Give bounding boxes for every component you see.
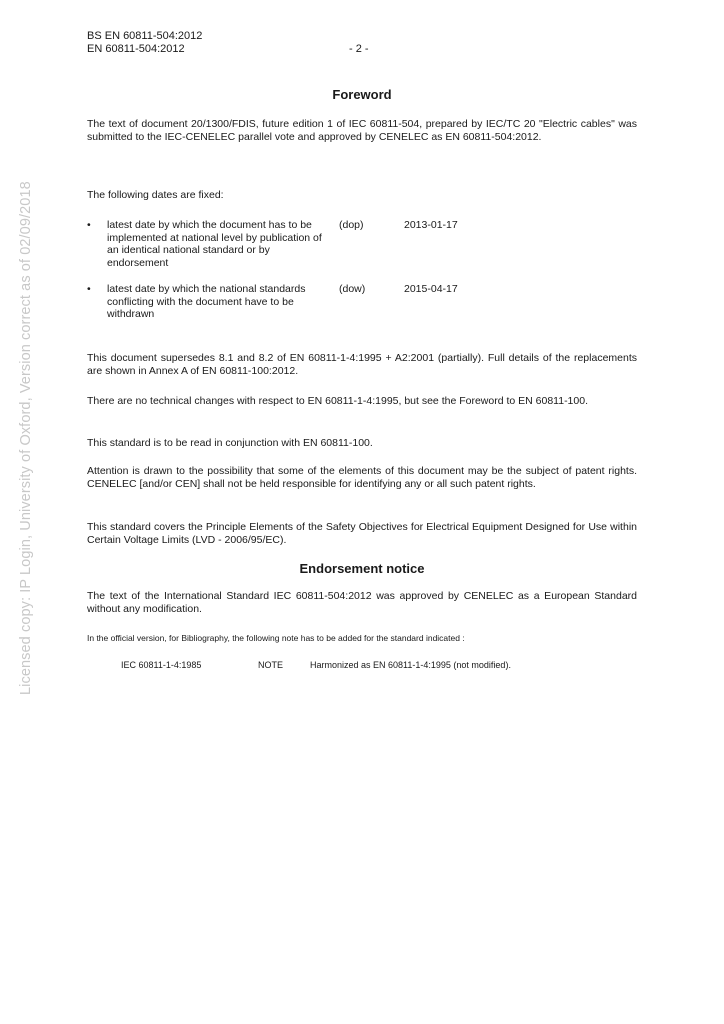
page-number: - 2 - — [349, 43, 369, 55]
note-text: Harmonized as EN 60811-1-4:1995 (not modified). — [310, 660, 511, 670]
bullet-icon: • — [87, 219, 91, 231]
foreword-paragraph-1: The text of document 20/1300/FDIS, future edition 1 of IEC 60811-504, prepared by IEC/TC 20 "Electric cables" was submitted to the IEC-CENELEC parallel vote and approved by CENELEC as EN 60811-504:2012. — [87, 118, 637, 143]
date-value: 2013-01-17 — [404, 219, 458, 231]
date-description: latest date by which the national standards conflicting with the document have to be withdrawn — [107, 283, 306, 320]
license-watermark: Licensed copy: IP Login, University of Oxford, Version correct as of 02/09/2018 — [18, 181, 34, 695]
foreword-paragraph-2: This document supersedes 8.1 and 8.2 of EN 60811-1-4:1995 + A2:2001 (partially). Full details of the replacements are shown in Annex A of EN 60811-100:2012. — [87, 352, 637, 377]
foreword-paragraph-5: Attention is drawn to the possibility that some of the elements of this document may be the subject of patent rights. CENELEC [and/or CEN] shall not be held responsible for identifying any or all such patent rights. — [87, 465, 637, 490]
date-description: latest date by which the document has to be implemented at national level by publication of an identical national standard or by endorsement — [107, 219, 322, 269]
foreword-heading: Foreword — [332, 87, 392, 102]
document-header — [87, 30, 202, 56]
note-label: NOTE — [258, 660, 284, 670]
foreword-paragraph-6: This standard covers the Principle Elements of the Safety Objectives for Electrical Equipment Designed for Use within Certain Voltage Limits (LVD - 2006/95/EC). — [87, 521, 637, 546]
date-abbreviation: (dop) — [339, 219, 364, 231]
foreword-paragraph-3: There are no technical changes with respect to EN 60811-1-4:1995, but see the Foreword to EN 60811-100. — [87, 395, 588, 407]
date-abbreviation: (dow) — [339, 283, 366, 295]
endorsement-paragraph: The text of the International Standard IEC 60811-504:2012 was approved by CENELEC as a European Standard without any modification. — [87, 590, 637, 615]
foreword-paragraph-4: This standard is to be read in conjunction with EN 60811-100. — [87, 437, 373, 449]
header-bs-reference: BS EN 60811-504:2012 — [87, 30, 203, 42]
endorsement-heading: Endorsement notice — [299, 561, 425, 576]
bullet-icon: • — [87, 283, 91, 295]
bibliography-instruction: In the official version, for Bibliography, the following note has to be added for the standard indicated : — [87, 633, 465, 643]
header-en-reference: EN 60811-504:2012 — [87, 43, 185, 55]
dates-intro: The following dates are fixed: — [87, 189, 224, 201]
note-standard-reference: IEC 60811-1-4:1985 — [121, 660, 202, 670]
date-value: 2015-04-17 — [404, 283, 458, 295]
